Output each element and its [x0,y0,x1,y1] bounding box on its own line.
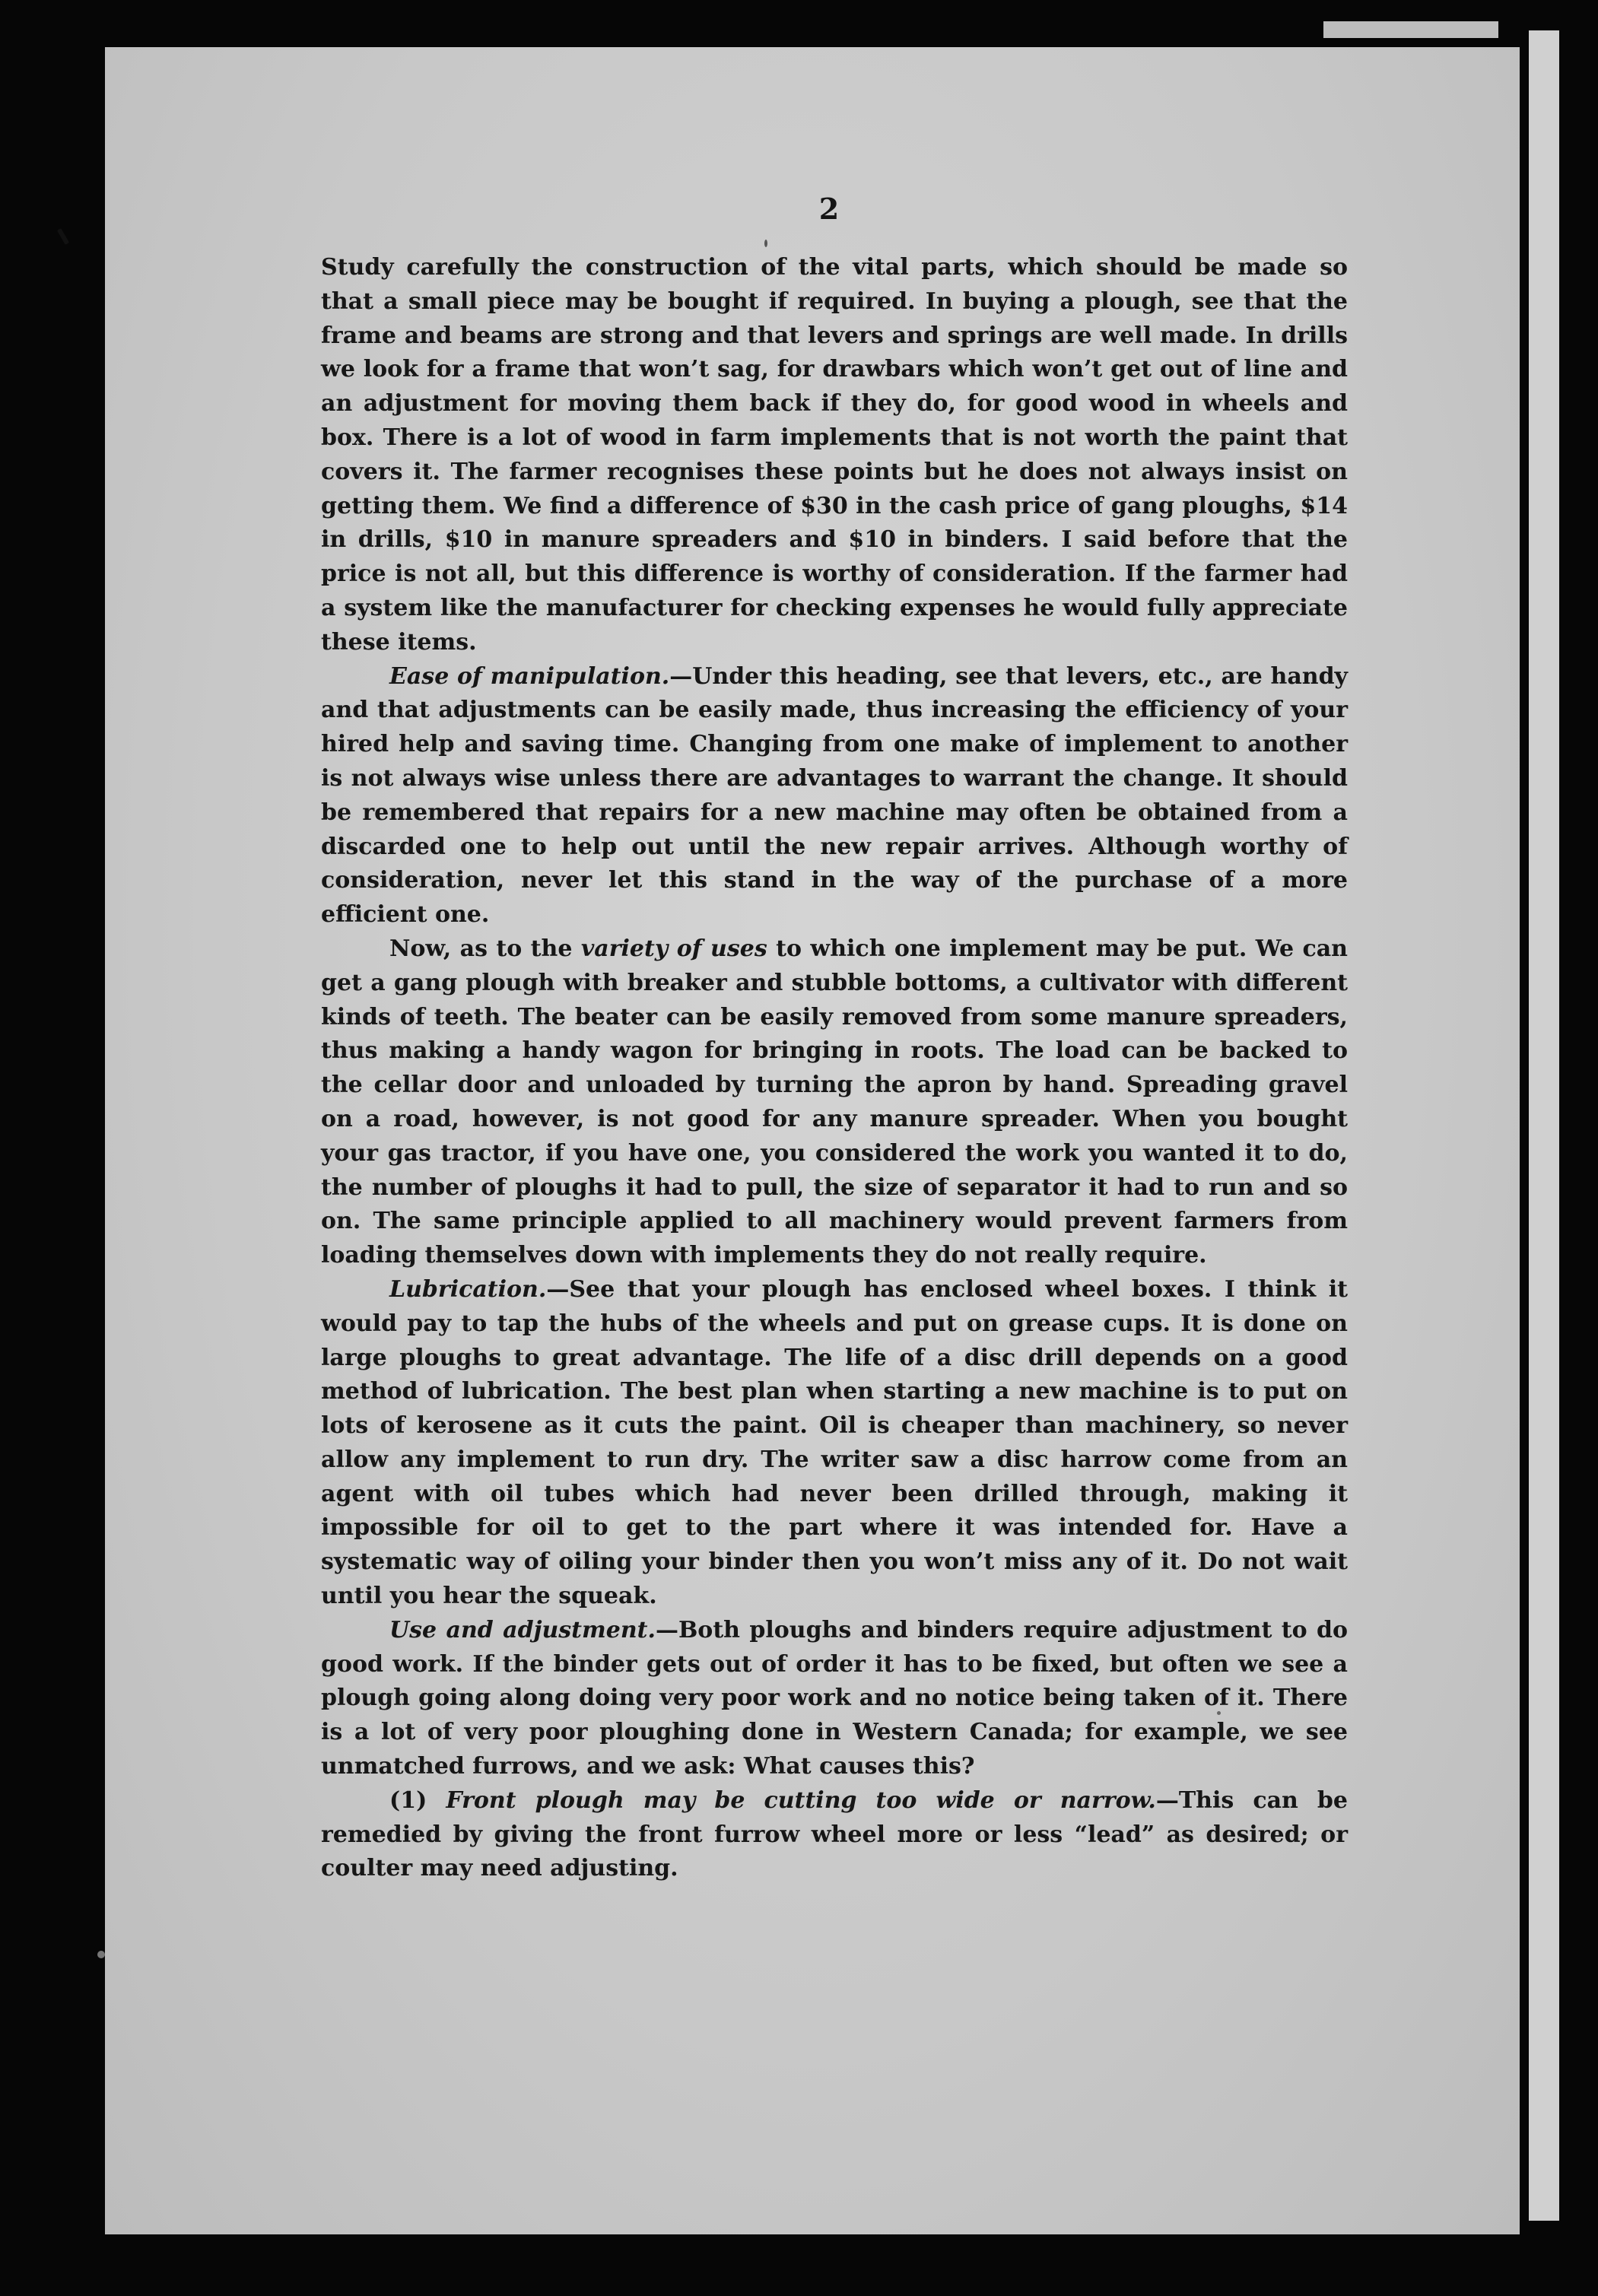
paragraph-heading: Lubrication. [389,1275,547,1303]
paragraph-text: to which one implement may be put. We can get a gang plough with breaker and stubble bottoms, a cultivator with different kinds of teeth. The beater can be easily removed from some manure spreaders, thus making a handy wagon for bringing in roots. The load can be backed to the cellar door and unloaded by turning the apron by hand. Spreading gravel on a road, however, is not good for any manure spreader. When you bought your gas tractor, if you have one, you considered the work you wanted it to do, the number of ploughs it had to pull, the size of separator it had to run and so on. The same principle applied to all machinery would prevent farmers from loading themselves down with implements they do not really require. [321,935,1348,1269]
paragraph-ease-of-manipulation [321,660,1348,932]
paragraph-construction [321,251,1348,660]
paragraph-text-start: (1) [389,1786,446,1814]
paragraph-lubrication [321,1273,1348,1614]
next-page-edge [1529,30,1559,2221]
paragraph-text: —This can be remedied by giving the front furrow wheel more or less “lead” as desired; or coulter may need adjusting. [321,1786,1348,1882]
paragraph-emphasis: variety of uses [580,935,767,962]
paragraph-emphasis: Front plough may be cutting too wide or narrow. [446,1786,1156,1814]
paragraph-text-start: Now, as to the [389,935,581,962]
paragraph-variety-of-uses [321,932,1348,1273]
paragraph-use-and-adjustment [321,1614,1348,1784]
dust-speck [57,228,69,245]
paragraph-heading: Use and adjustment. [389,1616,656,1643]
paragraph-text: —See that your plough has enclosed wheel boxes. I think it would pay to tap the hubs of the wheels and put on grease cups. It is done on large ploughs to great advantage. The life of a disc drill depends on a good method of lubrication. The best plan when starting a new machine is to put on lots of kerosene as it cuts the paint. Oil is cheaper than machinery, so never allow any implement to run dry. The writer saw a disc harrow come from an agent with oil tubes which had never been drilled through, making it impossible for oil to get to the part where it was intended for. Have a systematic way of oiling your binder then you won’t miss any of it. Do not wait until you hear the squeak. [321,1275,1348,1610]
paragraph-text: —Both ploughs and binders require adjustment to do good work. If the binder gets out of order it has to be fixed, but often we see a plough going along doing very poor work and no notice being taken of it. There is a lot of very poor ploughing done in Western Canada; for example, we see unmatched furrows, and we ask: What causes this? [321,1616,1348,1780]
paragraph-text: Study carefully the construction of the vital parts, which should be made so that a small piece may be bought if required. In buying a plough, see that the frame and beams are strong and that levers and springs are well made. In drills we look for a frame that won’t sag, for drawbars which won’t get out of line and an adjustment for moving them back if they do, for good wood in wheels and box. There is a lot of wood in farm implements that is not worth the paint that covers it. The farmer recognises these points but he does not always insist on getting them. We find a difference of $30 in the cash price of gang ploughs, $14 in drills, $10 in manure spreaders and $10 in binders. I said before that the price is not all, but this difference is worthy of consideration. If the farmer had a system like the manufacturer for checking expenses he would fully appreciate these items. [321,254,1348,656]
scan-edge-strip [1323,21,1498,38]
dust-speck [97,1951,105,1958]
dust-speck [764,240,767,247]
paragraph-text: —Under this heading, see that levers, etc., are handy and that adjustments can be easily made, thus increasing the efficiency of your hired help and saving time. Changing from one make of implement to another is not always wise unless there are advantages to warrant the change. It should be remembered that repairs for a new machine may often be obtained from a discarded one to help out until the new repair arrives. Although worthy of consideration, never let this stand in the way of the purchase of a more efficient one. [321,662,1348,929]
page-number: 2 [818,192,840,226]
paragraph-front-plough [321,1784,1348,1886]
paragraph-heading: Ease of manipulation. [389,662,670,690]
body-text [321,251,1348,1886]
